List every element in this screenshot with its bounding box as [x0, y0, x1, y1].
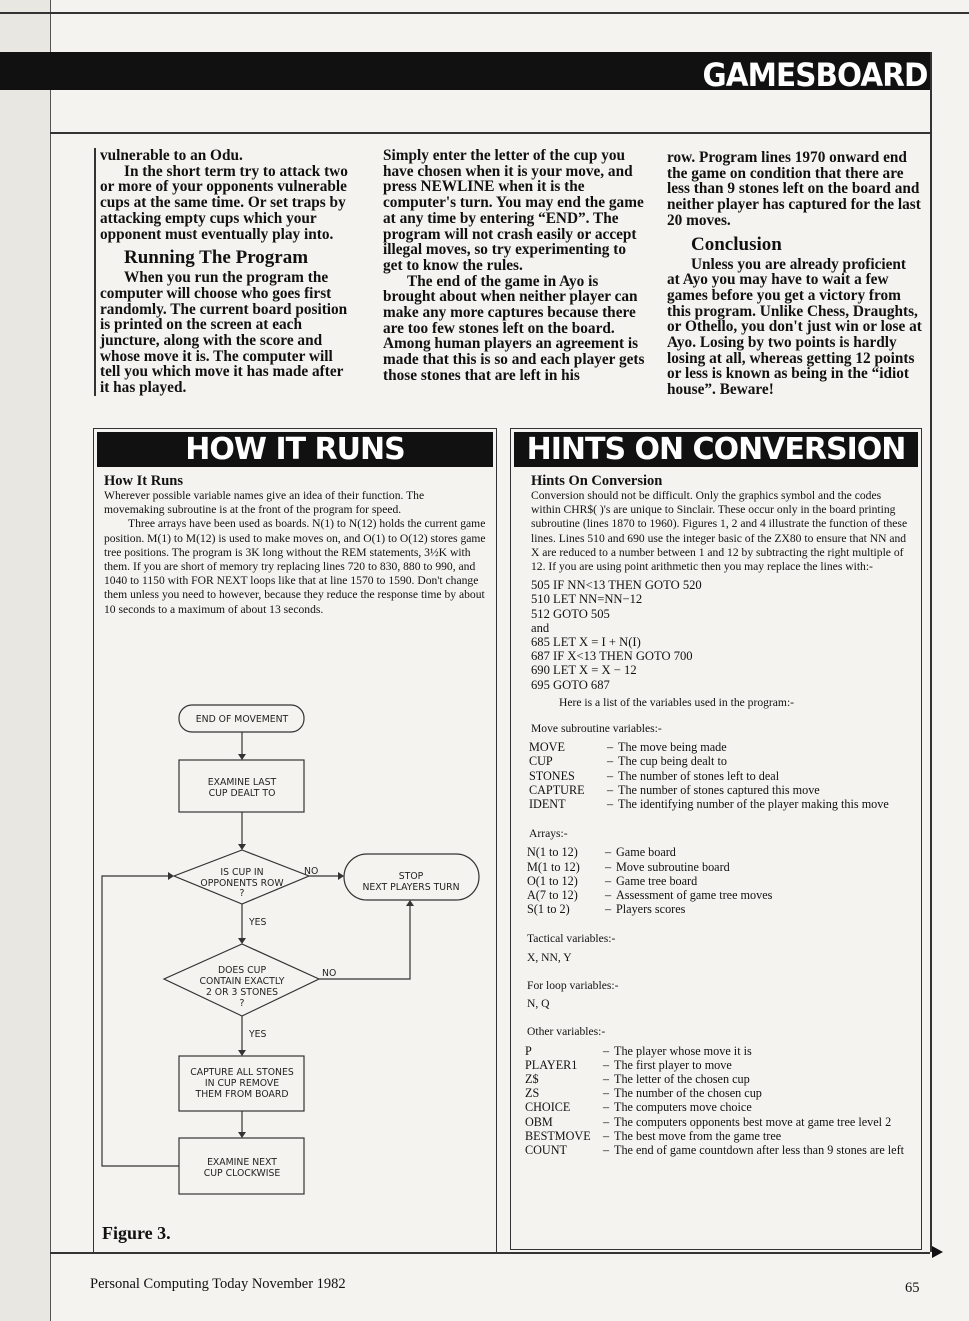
section-title: GAMESBOARD [702, 56, 927, 94]
other-vars-table [525, 1044, 910, 1158]
code-line: 512 GOTO 505 [531, 606, 610, 621]
variables-intro: Here is a list of the variables used in the program:- [559, 695, 795, 709]
how-it-runs-heading: How It Runs [104, 473, 183, 489]
arrays-table [527, 845, 897, 916]
code-line: 685 LET X = I + N(I) [531, 635, 641, 650]
table-row: STONES – The number of stones left to deal [529, 768, 780, 783]
table-row: M(1 to 12) – Move subroutine board [527, 859, 730, 874]
table-row: P – The player whose move it is [525, 1043, 752, 1058]
bottom-rule [50, 1252, 930, 1254]
table-row: S(1 to 2) – Players scores [527, 902, 686, 917]
table-row: ZS – The number of the chosen cup [525, 1086, 762, 1101]
code-line: 690 LET X = X − 12 [531, 663, 637, 678]
does-cup-label-1: DOES CUP [217, 965, 267, 976]
flowchart-figure-3 [94, 694, 494, 1214]
table-row: BESTMOVE – The best move from the game tree [525, 1128, 782, 1143]
is-cup-label-2: OPPONENTS ROW [200, 878, 284, 889]
no-label-2: NO [322, 968, 337, 979]
hints-heading: Hints On Conversion [531, 473, 663, 489]
header-rule [50, 132, 930, 134]
table-row: A(7 to 12) – Assessment of game tree moves [527, 888, 773, 903]
continue-arrow-icon [932, 1246, 943, 1258]
does-cup-label-4: ? [239, 998, 245, 1009]
no-label-1: NO [304, 866, 319, 877]
table-row: COUNT – The end of game countdown after less than 9 stones are left [525, 1142, 905, 1157]
is-cup-label-1: IS CUP IN [220, 867, 264, 878]
col3-paragraph-2: Unless you are already proficient at Ayo you may have to wait a few games before you get a victory from this program. Unlike Chess, Draughts, or Othello, you don't just win or lose at Ayo. Losing by two points is hardly losing at all, whereas getting 12 points or less is known as being in the “idiot house”. Beware! [667, 255, 922, 399]
column-3 [667, 150, 922, 398]
code-line: 510 LET NN=NN−12 [531, 592, 643, 607]
how-it-runs-panel [93, 428, 497, 1253]
column-2 [383, 148, 645, 384]
capture-label-2: IN CUP REMOVE [204, 1078, 280, 1089]
table-row: IDENT – The identifying number of the player making this move [529, 797, 889, 812]
table-row: O(1 to 12) – Game tree board [527, 873, 698, 888]
col2-paragraph-1: Simply enter the letter of the cup you have chosen when it is your move, and press NEWLINE when it is the computer's turn. You may end the game at any time by entering “END”. The program will not crash easily or accept illegal moves, so try experimenting to get to know the rules. [383, 147, 644, 274]
move-vars-table [529, 740, 899, 811]
loop-label: For loop variables:- [527, 978, 619, 992]
col1-paragraph-2: In the short term try to attack two or more of your opponents vulnerable cups at the same time. Or set traps by attacking empty cups which your opponent must eventually play into. [100, 162, 348, 243]
code-line: and [531, 620, 550, 635]
how-paragraph-2: Three arrays have been used as boards. N(1) to N(12) holds the current game position. M(1) to M(12) is used to make moves on, and O(1) to O(12) stores game tree positions. The program is 3K long without the REM statements, 3½K with them. If you are short of memory try replacing lines 720 to 830, 880 to 990, and 1040 to 1150 with FOR NEXT loops like that at line 1570 to 1590. Don't change them unless you need to however, because they reduce the response time by about 10 seconds to a maximum of about 13 seconds. [104, 517, 486, 616]
col3-paragraph-1: row. Program lines 1970 onward end the game on condition that there are less than 9 stones left on the board and neither player has captured for the last 20 moves. [667, 149, 921, 229]
table-row: CHOICE – The computers move choice [525, 1100, 752, 1115]
loop-back-line [102, 876, 179, 1166]
examine-next-label-1: EXAMINE NEXT [207, 1157, 277, 1168]
table-row: PLAYER1 – The first player to move [525, 1057, 732, 1072]
yes-label-2: YES [249, 1029, 267, 1040]
table-row: OBM – The computers opponents best move at game tree level 2 [525, 1114, 892, 1129]
figure-caption: Figure 3. [102, 1223, 171, 1243]
loop-values: N, Q [527, 997, 550, 1011]
how-paragraph-1: Wherever possible variable names give an idea of their function. The movemaking subroutine is at the front of the program for speed. [104, 489, 425, 517]
arrays-label: Arrays:- [529, 827, 568, 841]
code-line: 687 IF X<13 THEN GOTO 700 [531, 649, 693, 664]
does-cup-label-2: CONTAIN EXACTLY [199, 976, 285, 987]
hints-banner: HINTS ON CONVERSION [514, 432, 918, 467]
binding-margin [0, 0, 51, 1321]
yes-label-1: YES [249, 917, 267, 928]
table-row: MOVE – The move being made [529, 740, 727, 755]
hints-panel [510, 428, 922, 1250]
table-row: CAPTURE – The number of stones captured this move [529, 782, 820, 797]
conclusion-heading: Conclusion [691, 233, 782, 255]
col1-paragraph-3: When you run the program the computer will choose who goes first randomly. The current board position is printed on the screen at each juncture, along with the score and whose move it is. The computer will tell you which move it has made after it has played. [100, 269, 348, 397]
code-line: 505 IF NN<13 THEN GOTO 520 [531, 578, 702, 593]
examine-next-label-2: CUP CLOCKWISE [203, 1168, 281, 1179]
publication-footer: Personal Computing Today November 1982 [90, 1276, 346, 1292]
capture-label-3: THEM FROM BOARD [195, 1089, 289, 1100]
end-of-movement-label: END OF MOVEMENT [195, 714, 289, 725]
stop-label-1: STOP [398, 871, 424, 882]
table-row: CUP – The cup being dealt to [529, 754, 727, 769]
is-cup-label-3: ? [239, 888, 245, 899]
examine-last-label-2: CUP DEALT TO [208, 788, 276, 799]
table-row: N(1 to 12) – Game board [527, 845, 676, 860]
running-heading: Running The Program [124, 247, 309, 269]
hints-paragraph-1: Conversion should not be difficult. Only the graphics symbol and the codes within CHR$( )'s are unique to Sinclair. These occur only in the board printing subroutine (lines 1870 to 1960). Figures 1, 2 and 4 illustrate the function of these lines. Lines 510 and 690 use the integer basic of the ZX80 to ensure that NN and X are reduced to a number between 1 and 12 by subtracting the right multiple of 12. If you are using point arithmetic then you may replace the lines with:- [531, 489, 908, 574]
other-label: Other variables:- [527, 1025, 606, 1039]
page-number: 65 [905, 1280, 920, 1296]
top-rule [0, 12, 969, 14]
code-line: 695 GOTO 687 [531, 677, 610, 692]
how-it-runs-banner: HOW IT RUNS [97, 432, 493, 467]
column-1 [94, 148, 354, 396]
code-listing [531, 578, 911, 692]
does-cup-label-3: 2 OR 3 STONES [205, 987, 279, 998]
col1-paragraph-1: vulnerable to an Odu. [100, 147, 243, 164]
examine-last-label-1: EXAMINE LAST [207, 777, 277, 788]
tactical-values: X, NN, Y [527, 950, 572, 964]
move-vars-label: Move subroutine variables:- [531, 722, 662, 736]
table-row: Z$ – The letter of the chosen cup [525, 1071, 750, 1086]
stop-label-2: NEXT PLAYERS TURN [362, 882, 460, 893]
tactical-label: Tactical variables:- [527, 932, 616, 946]
col2-paragraph-2: The end of the game in Ayo is brought about when neither player can make any more captures because there are too few stones left on the board. Among human players an agreement is made that this is so and each player gets those stones that are left in his [383, 272, 645, 384]
right-rule [930, 52, 932, 1252]
capture-label-1: CAPTURE ALL STONES [190, 1067, 294, 1078]
